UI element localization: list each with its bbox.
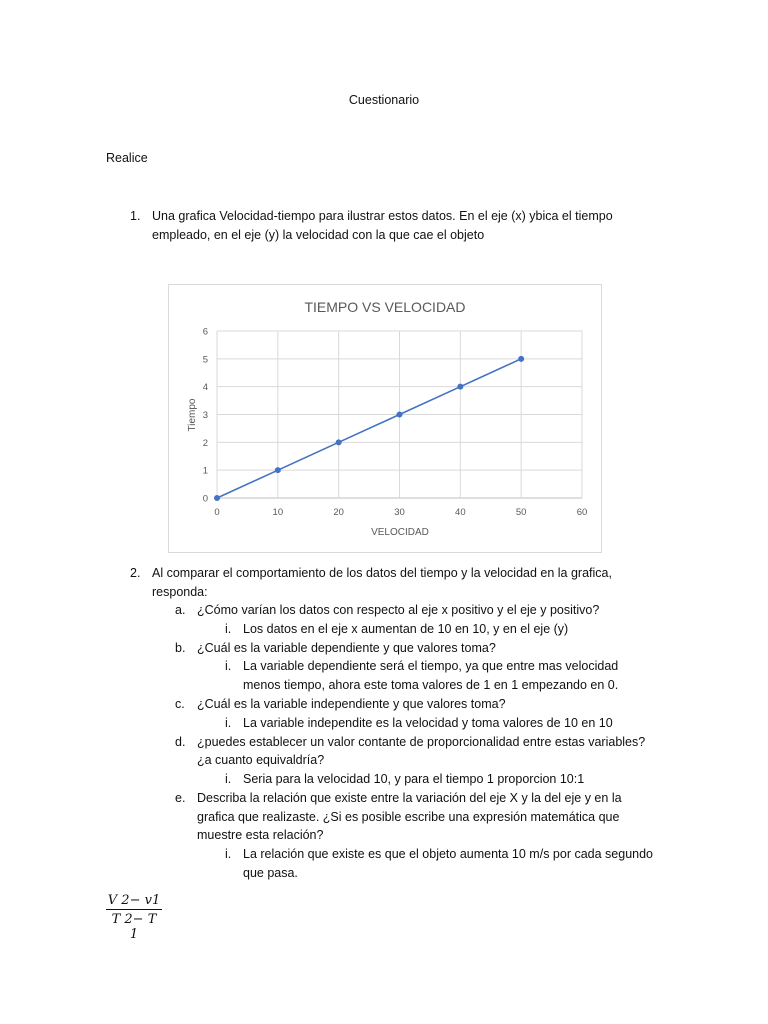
data-point <box>214 495 220 501</box>
q2-text-line1: Al comparar el comportamiento de los datos del tiempo y la velocidad en la grafica, <box>152 566 612 580</box>
data-point <box>397 412 403 418</box>
chart-title: TIEMPO VS VELOCIDAD <box>304 299 466 315</box>
q2b-answer-line1: La variable dependiente será el tiempo, ya que entre mas velocidad <box>243 659 619 673</box>
y-tick-label: 2 <box>202 437 208 449</box>
y-tick-label: 1 <box>202 465 208 477</box>
y-tick-label: 4 <box>202 382 208 394</box>
q2d-answer: Seria para la velocidad 10, y para el tiempo 1 proporcion 10:1 <box>243 772 585 786</box>
data-point <box>457 384 463 390</box>
formula-denominator: T 2− T 1 <box>111 912 157 942</box>
data-point <box>336 439 342 445</box>
q2d-label: d. <box>175 735 186 749</box>
q2d-text-line1: ¿puedes establecer un valor contante de proporcionalidad entre estas variables? <box>197 735 646 749</box>
q2e-answer-line2: que pasa. <box>243 866 298 880</box>
q2a-answer-label: i. <box>225 622 232 636</box>
document-title: Cuestionario <box>348 93 420 107</box>
x-tick-label: 30 <box>394 507 405 518</box>
q2e-label: e. <box>175 791 186 805</box>
y-tick-label: 3 <box>202 410 208 421</box>
q2d-answer-label: i. <box>225 772 232 786</box>
y-tick-label: 0 <box>202 493 208 505</box>
x-tick-label: 20 <box>333 507 344 518</box>
x-tick-label: 40 <box>455 507 466 518</box>
x-tick-label: 10 <box>272 507 284 518</box>
y-tick-label: 5 <box>202 354 208 366</box>
q2e-answer-label: i. <box>225 847 232 861</box>
y-tick-labels <box>203 327 208 505</box>
q2a-answer: Los datos en el eje x aumentan de 10 en 10, y en el eje (y) <box>243 622 569 636</box>
q2c-label: c. <box>175 697 185 711</box>
q2e-text-line1: Describa la relación que existe entre la variación del eje X y la del eje y en la <box>197 791 622 805</box>
q2a-label: a. <box>175 603 186 617</box>
q1-text-line2: empleado, en el eje (y) la velocidad con la que cae el objeto <box>152 228 485 242</box>
q2e-text-line3: muestre esta relación? <box>197 828 324 842</box>
q1-number: 1. <box>130 209 141 223</box>
q2b-text: ¿Cuál es la variable dependiente y que valores toma? <box>197 641 496 655</box>
x-tick-label: 50 <box>515 507 527 518</box>
q2d-text-line2: ¿a cuanto equivaldría? <box>197 753 325 767</box>
section-heading: Realice <box>106 151 148 165</box>
series-line <box>217 359 521 498</box>
q2b-answer-label: i. <box>225 659 232 673</box>
q2a-text: ¿Cómo varían los datos con respecto al eje x positivo y el eje y positivo? <box>197 603 600 617</box>
formula-numerator: V 2− v1 <box>107 893 161 908</box>
x-axis-label: VELOCIDAD <box>371 527 429 538</box>
q2e-text-line2: grafica que realizaste. ¿Si es posible escribe una expresión matemática que <box>197 810 620 824</box>
line-chart <box>169 285 601 552</box>
x-tick-labels <box>214 507 587 518</box>
q2-number: 2. <box>130 566 141 580</box>
q2e-answer-line1: La relación que existe es que el objeto aumenta 10 m/s por cada segundo <box>243 847 653 861</box>
y-tick-label: 6 <box>202 326 208 338</box>
q1-text-line1: Una grafica Velocidad-tiempo para ilustrar estos datos. En el eje (x) ybica el tiempo <box>152 209 613 223</box>
data-point <box>518 356 524 362</box>
chart-container <box>168 284 602 553</box>
fraction-bar <box>106 909 162 910</box>
velocity-formula <box>106 893 162 942</box>
x-tick-label: 0 <box>214 507 220 518</box>
q2b-label: b. <box>175 641 186 655</box>
q2c-text: ¿Cuál es la variable independiente y que valores toma? <box>197 697 506 711</box>
q2c-answer: La variable independite es la velocidad y toma valores de 10 en 10 <box>243 716 613 730</box>
x-tick-label: 60 <box>576 507 588 518</box>
q2c-answer-label: i. <box>225 716 232 730</box>
data-point <box>275 467 281 473</box>
chart-series <box>214 356 524 501</box>
q2-text-line2: responda: <box>152 585 208 599</box>
q2b-answer-line2: menos tiempo, ahora este toma valores de 1 en 1 empezando en 0. <box>243 678 619 692</box>
y-axis-label: Tiempo <box>187 398 198 432</box>
